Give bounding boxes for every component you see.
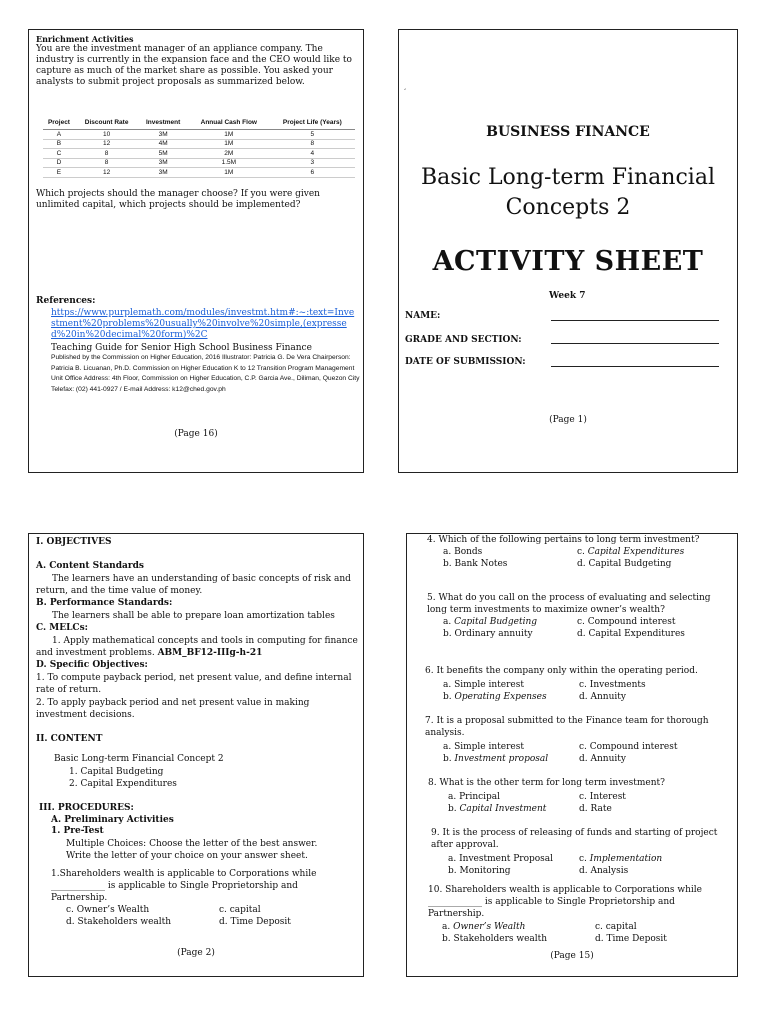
table-cell: B (43, 139, 75, 149)
option-value: Owner’s Wealth (453, 922, 526, 932)
option-value: Compound interest (587, 617, 676, 627)
option-letter: c. (595, 922, 606, 932)
option-value: Capital Investment (459, 804, 547, 814)
table-row (43, 158, 355, 168)
page-number: (Page 16) (174, 429, 218, 439)
table-header: Annual Cash Flow (188, 118, 270, 130)
table-cell: C (43, 149, 75, 159)
table-cell: 12 (75, 139, 138, 149)
course-title-line-1: Basic Long-term Financial (421, 165, 715, 190)
option-value: Ordinary annuity (454, 629, 533, 639)
table-cell: 3M (138, 130, 188, 140)
option-value: Interest (589, 792, 626, 802)
answer-option (443, 546, 482, 558)
option-letter: b. (443, 559, 455, 569)
answer-option (448, 803, 546, 815)
option-value: Bank Notes (454, 559, 508, 569)
option-value: Analysis (590, 866, 629, 876)
table-cell: 8 (75, 158, 138, 168)
option-letter: c. (579, 742, 590, 752)
table-cell: 1.5M (188, 158, 270, 168)
table-row (43, 168, 355, 178)
page-number: (Page 15) (550, 951, 594, 961)
table-header: Project Life (Years) (270, 118, 355, 130)
table-header: Discount Rate (75, 118, 138, 130)
question-1-option: c. Owner’s Wealth (66, 905, 150, 915)
option-value: capital (605, 922, 637, 932)
course-title-line-2: Concepts 2 (505, 195, 631, 220)
table-cell: E (43, 168, 75, 178)
question-1-option: c. capital (219, 905, 261, 915)
answer-option (443, 679, 524, 691)
table-cell: 3M (138, 168, 188, 178)
melcs-description: 1. Apply mathematical concepts and tools in computing for finance and investment problems. (36, 636, 358, 658)
answer-option (579, 853, 662, 865)
option-letter: b. (443, 754, 455, 764)
answer-option (443, 691, 547, 703)
table-cell: 4 (270, 149, 355, 159)
option-value: Operating Expenses (454, 692, 547, 702)
page-2 (28, 533, 364, 977)
option-letter: d. (579, 692, 591, 702)
table-cell: D (43, 158, 75, 168)
table-row (43, 139, 355, 149)
performance-standards-text: The learners shall be able to prepare loan amortization tables (52, 611, 335, 621)
table-cell: A (43, 130, 75, 140)
answer-option (595, 933, 667, 945)
question-1-option: d. Stakeholders wealth (66, 917, 172, 927)
name-label: NAME: (405, 311, 441, 321)
answer-option (579, 741, 677, 753)
project-table (43, 118, 355, 178)
enrichment-question: Which projects should the manager choose? If you were given unlimited capital, which projects should be implemented? (36, 189, 320, 210)
melcs-heading: C. MELCs: (36, 623, 88, 633)
table-cell: 3M (138, 158, 188, 168)
option-value: Annuity (590, 692, 626, 702)
table-row (43, 149, 355, 159)
option-letter: a. (443, 547, 455, 557)
answer-option (577, 558, 671, 570)
specific-objectives-heading: D. Specific Objectives: (36, 660, 148, 670)
objectives-heading: I. OBJECTIVES (36, 537, 112, 547)
page-number: (Page 2) (177, 948, 215, 958)
table-cell: 12 (75, 168, 138, 178)
option-letter: a. (443, 742, 455, 752)
table-cell: 8 (75, 149, 138, 159)
pretest-heading: 1. Pre-Test (51, 826, 104, 836)
table-cell: 10 (75, 130, 138, 140)
answer-option (443, 628, 533, 640)
content-standards-heading: A. Content Standards (36, 561, 144, 571)
option-letter: a. (448, 854, 460, 864)
answer-option (579, 691, 626, 703)
option-value: Monitoring (459, 866, 511, 876)
option-value: Principal (459, 792, 501, 802)
option-letter: a. (443, 680, 455, 690)
option-letter: a. (443, 617, 455, 627)
question-text: 10. Shareholders wealth is applicable to Corporations while ____________ is applicable to Single Proprietorship and Partnership. (428, 885, 702, 919)
instructions-line-1: Multiple Choices: Choose the letter of the best answer. (66, 839, 318, 849)
option-value: Capital Budgeting (588, 559, 672, 569)
option-letter: c. (577, 617, 588, 627)
option-letter: c. (579, 792, 590, 802)
option-value: Simple interest (454, 680, 524, 690)
option-value: Implementation (589, 854, 663, 864)
answer-option (443, 741, 524, 753)
question-text: 9. It is the process of releasing of funds and starting of project after approval. (431, 828, 718, 850)
grade-section-label: GRADE AND SECTION: (405, 335, 522, 345)
table-cell: 2M (188, 149, 270, 159)
question-text: 7. It is a proposal submitted to the Finance team for thorough analysis. (425, 716, 709, 738)
activity-sheet-title: ACTIVITY SHEET (432, 246, 704, 277)
table-row (43, 130, 355, 140)
option-value: Capital Expenditures (587, 547, 685, 557)
option-value: Annuity (590, 754, 626, 764)
page-number: (Page 1) (549, 415, 587, 425)
answer-option (579, 679, 646, 691)
instructions-line-2: Write the letter of your choice on your answer sheet. (66, 851, 308, 861)
preliminary-activities-heading: A. Preliminary Activities (51, 815, 174, 825)
table-cell: 6 (270, 168, 355, 178)
option-letter: b. (443, 629, 455, 639)
subject-title: BUSINESS FINANCE (486, 124, 650, 140)
question-1-option: d. Time Deposit (219, 917, 291, 927)
answer-option (577, 628, 685, 640)
question-text: 4. Which of the following pertains to long term investment? (427, 535, 700, 545)
melcs-text (36, 635, 358, 659)
performance-standards-heading: B. Performance Standards: (36, 598, 173, 608)
option-value: Investment proposal (454, 754, 549, 764)
page-15 (406, 533, 738, 977)
answer-option (448, 865, 511, 877)
answer-option (595, 921, 637, 933)
option-letter: d. (579, 804, 591, 814)
option-letter: d. (579, 866, 591, 876)
answer-option (443, 753, 548, 765)
option-value: Capital Expenditures (588, 629, 685, 639)
table-cell: 4M (138, 139, 188, 149)
option-letter: a. (442, 922, 454, 932)
option-letter: d. (577, 629, 589, 639)
page-16 (28, 29, 364, 473)
question-text: 5. What do you call on the process of evaluating and selecting long term investments to maximize owner’s wealth? (427, 593, 711, 615)
table-cell: 1M (188, 168, 270, 178)
answer-option (443, 558, 507, 570)
answer-option (442, 921, 525, 933)
reference-guide: Teaching Guide for Senior High School Business Finance (51, 343, 312, 353)
date-submission-label: DATE OF SUBMISSION: (405, 357, 526, 367)
procedures-heading: III. PROCEDURES: (39, 803, 134, 813)
reference-link[interactable]: https://www.purplemath.com/modules/investmt.htm#:~:text=Investment%20problems%20usually%20involve%20simple,(expressed%20in%20decimal%20form)%2C (51, 308, 355, 340)
option-value: Time Deposit (606, 934, 667, 944)
answer-option (577, 546, 684, 558)
specific-objective-2: 2. To apply payback period and net present value in making investment decisions. (36, 698, 310, 720)
answer-option (448, 791, 500, 803)
option-letter: d. (595, 934, 607, 944)
option-value: Compound interest (589, 742, 678, 752)
content-title: Basic Long-term Financial Concept 2 (54, 754, 224, 764)
specific-objective-1: 1. To compute payback period, net present value, and define internal rate of return. (36, 673, 352, 695)
stray-mark: ‘ (404, 88, 406, 95)
option-value: Stakeholders wealth (453, 934, 548, 944)
answer-option (442, 933, 547, 945)
option-letter: b. (448, 866, 460, 876)
enrichment-title: Enrichment Activities (36, 34, 134, 44)
content-heading: II. CONTENT (36, 734, 103, 744)
option-letter: c. (579, 680, 590, 690)
date-submission-field[interactable] (551, 366, 719, 367)
enrichment-intro: You are the investment manager of an appliance company. The industry is currently in the expansion face and the CEO would like to capture as much of the market share as possible. You asked your analysts to submit project proposals as summarized below. (36, 44, 352, 87)
content-item-1: 1. Capital Budgeting (69, 767, 164, 777)
table-cell: 5 (270, 130, 355, 140)
answer-option (448, 853, 553, 865)
content-item-2: 2. Capital Expenditures (69, 779, 177, 789)
answer-option (579, 865, 628, 877)
answer-option (577, 616, 675, 628)
option-value: Simple interest (454, 742, 524, 752)
page-1-cover (398, 29, 738, 473)
answer-option (579, 803, 612, 815)
option-value: Rate (590, 804, 612, 814)
option-letter: c. (577, 547, 588, 557)
name-field[interactable] (551, 320, 719, 321)
answer-option (443, 616, 537, 628)
question-text: 8. What is the other term for long term investment? (428, 778, 665, 788)
table-cell: 8 (270, 139, 355, 149)
week-label: Week 7 (549, 291, 586, 301)
question-text: 6. It benefits the company only within the operating period. (425, 666, 698, 676)
content-standards-text: The learners have an understanding of basic concepts of risk and return, and the time value of money. (36, 574, 351, 596)
option-value: Bonds (454, 547, 483, 557)
option-value: Investment Proposal (459, 854, 554, 864)
option-letter: b. (443, 692, 455, 702)
option-letter: c. (579, 854, 590, 864)
answer-option (579, 753, 626, 765)
option-letter: b. (442, 934, 454, 944)
table-cell: 1M (188, 139, 270, 149)
option-letter: d. (579, 754, 591, 764)
grade-section-field[interactable] (551, 343, 719, 344)
table-header: Project (43, 118, 75, 130)
option-letter: b. (448, 804, 460, 814)
table-cell: 1M (188, 130, 270, 140)
option-value: Investments (589, 680, 646, 690)
table-header: Investment (138, 118, 188, 130)
table-cell: 3 (270, 158, 355, 168)
table-cell: 5M (138, 149, 188, 159)
answer-option (579, 791, 626, 803)
option-value: Capital Budgeting (454, 617, 538, 627)
course-title (399, 163, 737, 223)
reference-details: Published by the Commission on Higher Education, 2016 Illustrator: Patricia G. De Vera Chairperson: Patricia B. Licuanan, Ph.D. Commission on Higher Education K to 12 Transition Program Management Unit Office Address: 4th Floor, Commission on Higher Education, C.P. Garcia Ave., Diliman, Quezon City Telefax: (02) 441-0927 / E-mail Address: k12@ched.gov.ph (51, 354, 360, 393)
option-letter: a. (448, 792, 460, 802)
question-1-text: 1.Shareholders wealth is applicable to Corporations while ____________ is applicable to Single Proprietorship and Partnership. (51, 869, 317, 903)
melcs-code: ABM_BF12-IIIg-h-21 (157, 648, 263, 658)
references-title: References: (36, 296, 96, 306)
option-letter: d. (577, 559, 589, 569)
